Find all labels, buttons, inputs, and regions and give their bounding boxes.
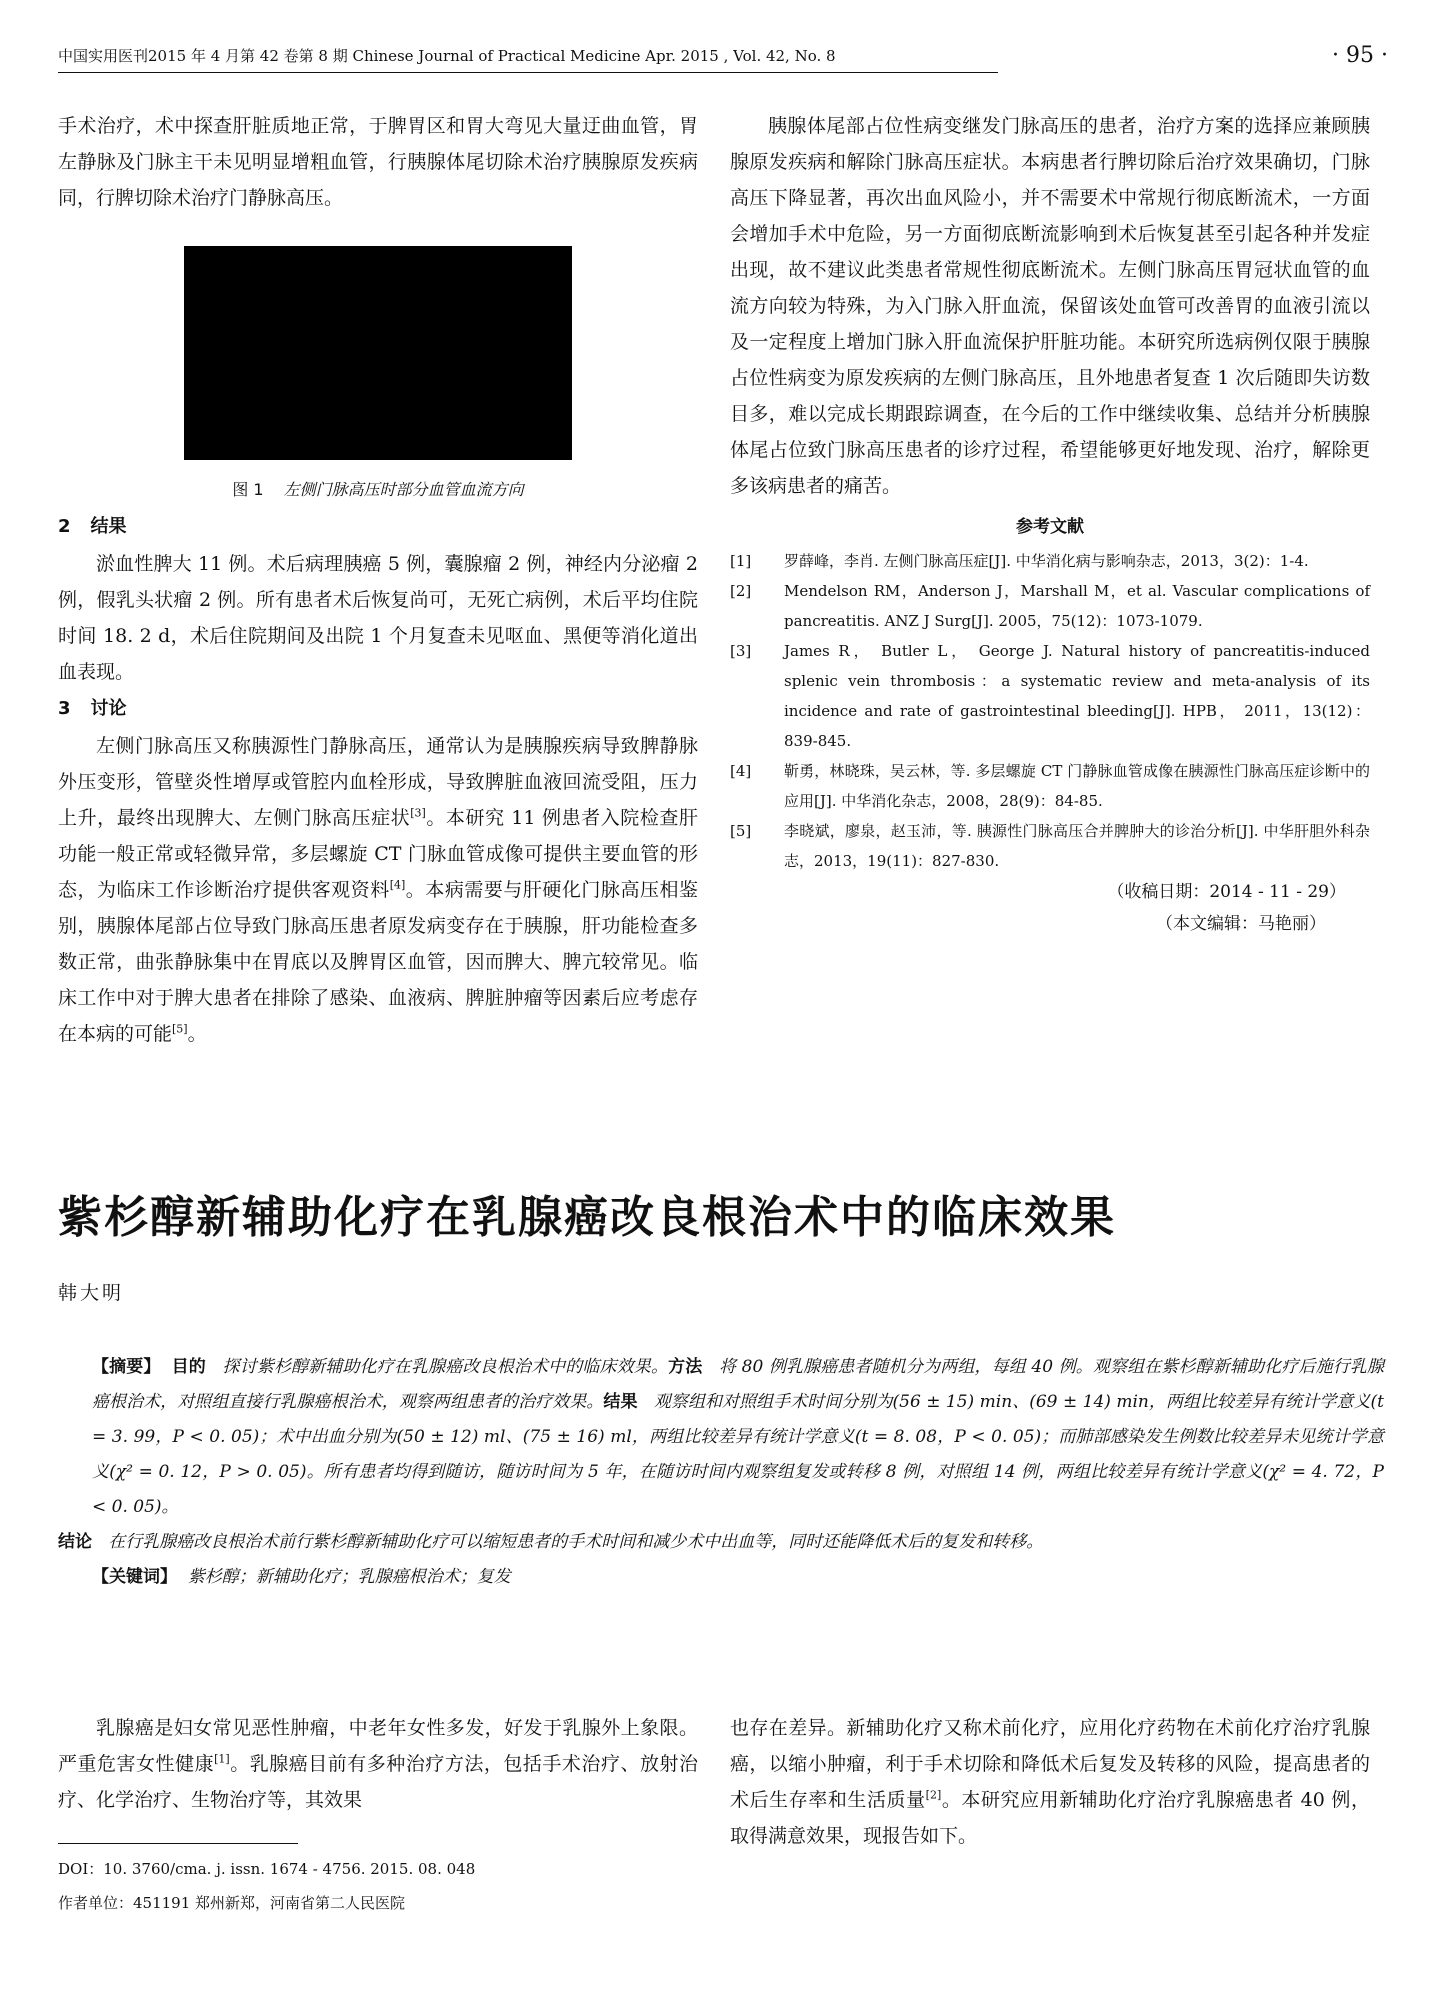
discussion-number: 3: [58, 698, 71, 719]
body-intro-paragraph: [58, 1710, 698, 1818]
discussion-paragraph: [58, 728, 698, 1052]
reference-text: 靳勇，林晓珠，吴云林，等. 多层螺旋 CT 门静脉血管成像在胰源性门脉高压症诊断中的应用[J]. 中华消化杂志，2008，28(9)：84-85.: [784, 762, 1370, 810]
abstract-results-text: 观察组和对照组手术时间分别为(56 ± 15) min、(69 ± 14) min，两组比较差异有统计学意义(t = 3. 99，P < 0. 05)；术中出血分别为(50 ± 12) ml、(75 ± 16) ml，两组比较差异有统计学意义(t = 8. 08，P < 0. 05)；而肺部感染发生例数比较差异未见统计学意义(χ² = 0. 12，P > 0. 05)。所有患者均得到随访，随访时间为 5 年，在随访时间内观察组复发或转移 8 例，对照组 14 例，两组比较差异有统计学意义(χ² = 4. 72，P < 0. 05)。: [92, 1392, 1384, 1517]
abstract: [58, 1350, 1384, 1595]
body-left-column: [58, 1710, 698, 1818]
results-paragraph: 淤血性脾大 11 例。术后病理胰癌 5 例，囊腺瘤 2 例，神经内分泌瘤 2 例，假乳头状瘤 2 例。所有患者术后恢复尚可，无死亡病例，术后平均住院时间 18. 2 d，术后住院期间及出院 1 个月复查未见呕血、黑便等消化道出血表现。: [58, 553, 698, 683]
results-heading-text: 结果: [90, 516, 127, 537]
references-title: 参考文献: [1016, 517, 1084, 537]
reference-item: [730, 756, 1370, 816]
reference-item: [730, 816, 1370, 876]
running-header: [58, 43, 1388, 78]
conclusion-label: 结论: [58, 1532, 92, 1552]
reference-text: Mendelson RM，Anderson J，Marshall M，et al. Vascular complications of pancreatitis. ANZ J Surg[J]. 2005，75(12)：1073-1079.: [784, 582, 1370, 630]
reference-text: 李晓斌，廖泉，赵玉沛，等. 胰源性门脉高压合并脾肿大的诊治分析[J]. 中华肝胆外科杂志，2013，19(11)：827-830.: [784, 822, 1370, 870]
conclusion-text: 在行乳腺癌改良根治术前行紫杉醇新辅助化疗可以缩短患者的手术时间和减少术中出血等，同时还能降低术后的复发和转移。: [108, 1532, 1044, 1552]
citation-1[interactable]: [1]: [214, 1752, 230, 1766]
intro-paragraph: 手术治疗，术中探查肝脏质地正常，于脾胃区和胃大弯见大量迂曲血管，胃左静脉及门脉主干未见明显增粗血管，行胰腺体尾切除术治疗胰腺原发疾病同，行脾切除术治疗门静脉高压。: [58, 115, 698, 209]
footnote-rule: [58, 1843, 298, 1844]
figure-caption-text: 左侧门脉高压时部分血管血流方向: [283, 480, 524, 499]
received-date: （收稿日期：2014 - 11 - 29）: [1107, 882, 1346, 902]
left-column: [58, 108, 698, 1052]
discussion-text-2: 。本研究 11 例患者入院检查肝功能一般正常或轻微异常，多层螺旋 CT 门脉血管成像可提供主要血管的形态，为临床工作诊断治疗提供客观资料: [58, 807, 698, 901]
body-text-1: 乳腺癌是妇女常见恶性肿瘤，中老年女性多发，好发于乳腺外上象限。严重危害女性健康: [58, 1717, 698, 1775]
keywords-text: 紫杉醇；新辅助化疗；乳腺癌根治术；复发: [187, 1567, 511, 1587]
citation-2[interactable]: [2]: [925, 1788, 942, 1802]
reference-number: [1]: [730, 552, 752, 570]
objective-label: 目的: [171, 1357, 206, 1377]
methods-text: 将 80 例乳腺癌患者随机分为两组，每组 40 例。观察组在紫杉醇新辅助化疗后施行乳腺癌根治术，对照组直接行乳腺癌根治术，观察两组患者的治疗效果。: [92, 1357, 1385, 1412]
reference-text: James R， Butler L， George J. Natural history of pancreatitis-induced splenic vein thrombosis：a systematic review and meta-analysis of its incidence and rate of gastrointestinal bleeding[J]. HPB， 2011，13(12)：839-845.: [784, 642, 1370, 750]
discussion-text-1: 左侧门脉高压又称胰源性门静脉高压，通常认为是胰腺疾病导致脾静脉外压变形，管壁炎性增厚或管腔内血栓形成，导致脾脏血液回流受阻，压力上升，最终出现脾大、左侧门脉高压症状: [58, 735, 698, 829]
abstract-results-label: 结果: [603, 1392, 638, 1412]
methods-label: 方法: [668, 1357, 703, 1377]
abstract-body: [58, 1350, 1384, 1525]
reference-number: [5]: [730, 822, 752, 840]
article-title: 紫杉醇新辅助化疗在乳腺癌改良根治术中的临床效果: [58, 1192, 1116, 1243]
citation-4[interactable]: [4]: [389, 878, 406, 892]
keywords-line: [58, 1560, 1384, 1595]
reference-number: [4]: [730, 762, 752, 780]
citation-5[interactable]: [5]: [172, 1022, 188, 1036]
abstract-label: 【摘要】: [92, 1357, 161, 1377]
results-number: 2: [58, 516, 71, 537]
reference-item: [730, 636, 1370, 756]
reference-number: [3]: [730, 642, 752, 660]
figure-1-caption: [58, 476, 698, 504]
reference-item: [730, 576, 1370, 636]
figure-label: 图 1: [232, 480, 264, 499]
reference-item: [730, 546, 1370, 576]
header-rule: [58, 72, 998, 73]
discussion-heading-text: 讨论: [90, 698, 127, 719]
body-text-4: 。本研究应用新辅助化疗治疗乳腺癌患者 40 例，取得满意效果，现报告如下。: [730, 1789, 1370, 1847]
discussion-continued: 胰腺体尾部占位性病变继发门脉高压的患者，治疗方案的选择应兼顾胰腺原发疾病和解除门脉高压症状。本病患者行脾切除后治疗效果确切，门脉高压下降显著，再次出血风险小，并不需要术中常规行彻底断流术，一方面会增加手术中危险，另一方面彻底断流影响到术后恢复甚至引起各种并发症出现，故不建议此类患者常规性彻底断流术。左侧门脉高压胃冠状血管的血流方向较为特殊，为入门脉入肝血流，保留该处血管可改善胃的血液引流以及一定程度上增加门脉入肝血流保护肝脏功能。本研究所选病例仅限于胰腺占位性病变为原发疾病的左侧门脉高压，且外地患者复查 1 次后随即失访数目多，难以完成长期跟踪调查，在今后的工作中继续收集、总结并分析胰腺体尾占位致门脉高压患者的诊疗过程，希望能够更好地发现、治疗，解除更多该病患者的痛苦。: [730, 115, 1370, 497]
reference-text: 罗薛峰，李肖. 左侧门脉高压症[J]. 中华消化病与影响杂志，2013，3(2)：1-4.: [784, 552, 1309, 570]
abstract-conclusion: [58, 1525, 1384, 1560]
journal-info: 中国实用医刊2015 年 4 月第 42 卷第 8 期 Chinese Journal of Practical Medicine Apr. 2015 , Vol. 42, No. 8: [58, 47, 836, 65]
body-text-3: 也存在差异。新辅助化疗又称术前化疗，应用化疗药物在术前化疗治疗乳腺癌，以缩小肿瘤，利于手术切除和降低术后复发及转移的风险，提高患者的术后生存率和生活质量: [730, 1717, 1370, 1811]
footnotes: [58, 1852, 475, 1920]
discussion-text-4: 。: [187, 1023, 207, 1045]
doi[interactable]: DOI：10. 3760/cma. j. issn. 1674 - 4756. 2015. 08. 048: [58, 1860, 476, 1878]
editor-credit: （本文编辑：马艳丽）: [1156, 914, 1326, 934]
body-text-2: 。乳腺癌目前有多种治疗方法，包括手术治疗、放射治疗、化学治疗、生物治疗等，其效果: [58, 1753, 698, 1811]
reference-list: [730, 546, 1370, 876]
keywords-label: 【关键词】: [92, 1567, 177, 1587]
discussion-text-3: 。本病需要与肝硬化门脉高压相鉴别，胰腺体尾部占位导致门脉高压患者原发病变存在于胰腺，肝功能检查多数正常，曲张静脉集中在胃底以及脾胃区血管，因而脾大、脾亢较常见。临床工作中对于脾大患者在排除了感染、血液病、脾脏肿瘤等因素后应考虑存在本病的可能: [58, 879, 698, 1045]
body-continued-paragraph: [730, 1710, 1370, 1854]
page-number: · 95 ·: [1332, 43, 1388, 68]
article-author: 韩大明: [58, 1282, 125, 1304]
results-heading: [58, 508, 698, 546]
figure-1-image: [184, 246, 572, 460]
body-right-column: [730, 1710, 1370, 1854]
author-affiliation: 作者单位：451191 郑州新郑，河南省第二人民医院: [58, 1894, 406, 1912]
citation-3[interactable]: [3]: [410, 806, 426, 820]
reference-number: [2]: [730, 582, 752, 600]
objective-text: 探讨紫杉醇新辅助化疗在乳腺癌改良根治术中的临床效果。: [222, 1357, 669, 1377]
discussion-heading: [58, 690, 698, 728]
right-column: [730, 108, 1370, 940]
